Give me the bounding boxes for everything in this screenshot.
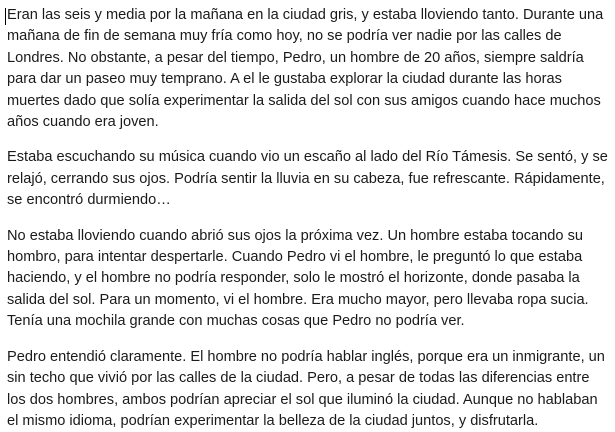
text-cursor [5,8,6,25]
paragraph-3[interactable] [7,226,611,333]
paragraph-1-text: Eran las seis y media por la mañana en la ciudad gris, y estaba lloviendo tanto. Durante una mañana de fin de semana muy fría como hoy, no se podría ver nadie por las calles de Londres. No obstante, a pesar del tiempo, Pedro, un hombre de 20 años, siempre saldría para dar un paseo muy temprano. A el le gustaba explorar la ciudad durante las horas muertes dado que solía experimentar la salida del sol con sus amigos cuando hace muchos años cuando era joven. [7,7,604,131]
paragraph-2[interactable] [7,147,611,211]
paragraph-4[interactable] [7,347,611,432]
paragraph-2-text: Estaba escuchando su música cuando vio un escaño al lado del Río Támesis. Se sentó, y se relajó, cerrando sus ojos. Podría sentir la lluvia en su cabeza, fue refrescante. Rápidamente, se encontró durmiendo… [7,149,608,209]
paragraph-4-text: Pedro entendió claramente. El hombre no podría hablar inglés, porque era un inmigrante, un sin techo que vivió por las calles de la ciudad. Pero, a pesar de todas las diferencias entre los dos hombres, ambos podrían apreciar el sol que iluminó la ciudad. Aunque no hablaban el mismo idioma, podrían experimentar la belleza de la ciudad juntos, y disfrutarla. [7,348,605,429]
paragraph-3-text: No estaba lloviendo cuando abrió sus ojos la próxima vez. Un hombre estaba tocando su hombro, para intentar despertarle. Cuando Pedro vi el hombre, le preguntó lo que estaba haciendo, y el hombre no podría responder, solo le mostró el horizonte, donde pasaba la salida del sol. Para un momento, vi el hombre. Era mucho mayor, pero llevaba ropa sucia. Tenía una mochila grande con muchas cosas que Pedro no podría ver. [7,227,589,330]
paragraph-1[interactable] [7,5,611,133]
